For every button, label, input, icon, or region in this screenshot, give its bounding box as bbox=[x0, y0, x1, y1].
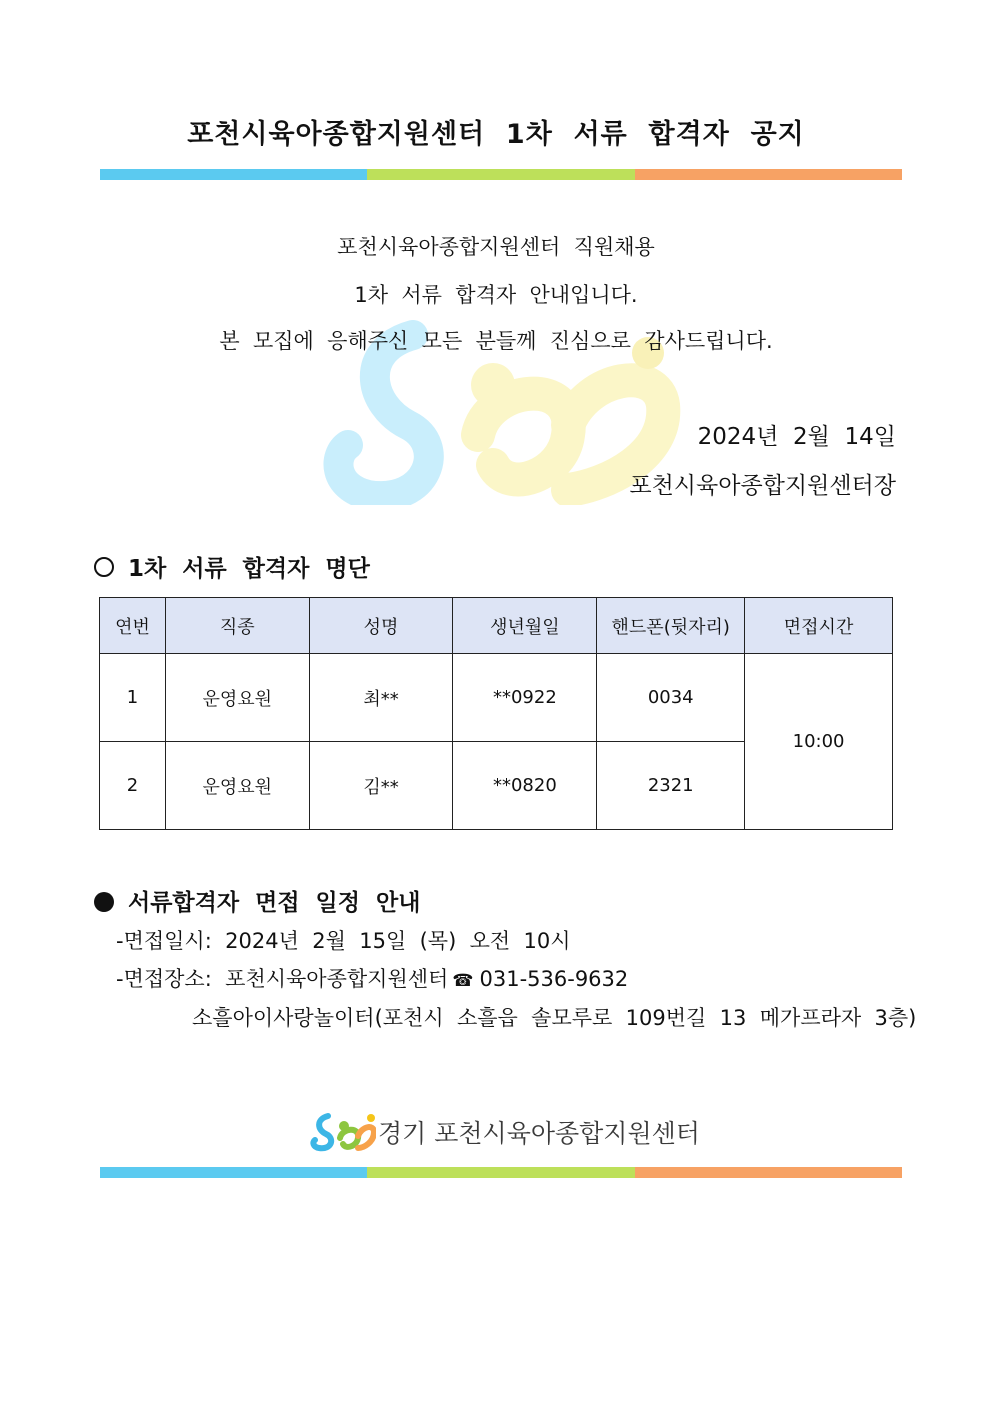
footer-org-name: 경기 포천시육아종합지원센터 bbox=[378, 1119, 700, 1148]
intro-line-2: 1차 서류 합격자 안내입니다. bbox=[354, 283, 638, 307]
top-color-bar bbox=[100, 169, 902, 180]
interview-datetime-label: -면접일시: bbox=[116, 929, 212, 953]
column-header-job: 직종 bbox=[165, 598, 309, 654]
cell-no: 1 bbox=[100, 654, 166, 742]
column-header-phone: 핸드폰(뒷자리) bbox=[597, 598, 745, 654]
notice-date: 2024년 2월 14일 bbox=[697, 424, 896, 450]
cell-phone: 0034 bbox=[597, 654, 745, 742]
notice-signature: 포천시육아종합지원센터장 bbox=[629, 473, 896, 499]
bar-orange-segment bbox=[635, 169, 902, 180]
bottom-color-bar bbox=[100, 1167, 902, 1178]
column-header-birth: 생년월일 bbox=[453, 598, 597, 654]
cell-job: 운영요원 bbox=[165, 742, 309, 830]
interview-place-label: -면접장소: bbox=[116, 967, 212, 991]
bar-green-segment bbox=[367, 1167, 634, 1178]
interview-phone: 031-536-9632 bbox=[479, 967, 629, 991]
cell-name: 최** bbox=[309, 654, 453, 742]
column-header-interview-time: 면접시간 bbox=[745, 598, 893, 654]
interview-place-name: 포천시육아종합지원센터 bbox=[225, 967, 449, 991]
cell-interview-time: 10:00 bbox=[745, 654, 893, 830]
column-header-name: 성명 bbox=[309, 598, 453, 654]
interview-place-line bbox=[116, 963, 628, 993]
page-title: 포천시육아종합지원센터 1차 서류 합격자 공지 bbox=[187, 119, 805, 150]
filled-circle-bullet-icon bbox=[94, 892, 114, 912]
roster-heading bbox=[94, 550, 370, 583]
intro-line-3: 본 모집에 응해주신 모든 분들께 진심으로 감사드립니다. bbox=[219, 329, 773, 353]
bar-green-segment bbox=[367, 169, 634, 180]
cell-phone: 2321 bbox=[597, 742, 745, 830]
roster-heading-text: 1차 서류 합격자 명단 bbox=[128, 556, 370, 582]
bar-cyan-segment bbox=[100, 1167, 367, 1178]
interview-place-detail: 소흘아이사랑놀이터(포천시 소흘읍 솔모루로 109번길 13 메가프라자 3층) bbox=[192, 1006, 917, 1030]
interview-heading-text: 서류합격자 면접 일정 안내 bbox=[128, 890, 421, 916]
interview-heading bbox=[94, 884, 420, 917]
center-logo-icon bbox=[308, 1110, 376, 1154]
cell-birth: **0922 bbox=[453, 654, 597, 742]
cell-name: 김** bbox=[309, 742, 453, 830]
interview-datetime-value: 2024년 2월 15일 (목) 오전 10시 bbox=[225, 929, 571, 953]
roster-table bbox=[99, 597, 893, 830]
bar-cyan-segment bbox=[100, 169, 367, 180]
interview-datetime-line bbox=[116, 925, 571, 955]
column-header-no: 연번 bbox=[100, 598, 166, 654]
telephone-icon: ☎ bbox=[452, 971, 474, 991]
bar-orange-segment bbox=[635, 1167, 902, 1178]
table-header-row bbox=[100, 598, 893, 654]
intro-line-1: 포천시육아종합지원센터 직원채용 bbox=[337, 235, 655, 259]
cell-birth: **0820 bbox=[453, 742, 597, 830]
cell-job: 운영요원 bbox=[165, 654, 309, 742]
footer-logo bbox=[308, 1110, 700, 1154]
table-row bbox=[100, 654, 893, 742]
cell-no: 2 bbox=[100, 742, 166, 830]
open-circle-bullet-icon bbox=[94, 557, 114, 577]
